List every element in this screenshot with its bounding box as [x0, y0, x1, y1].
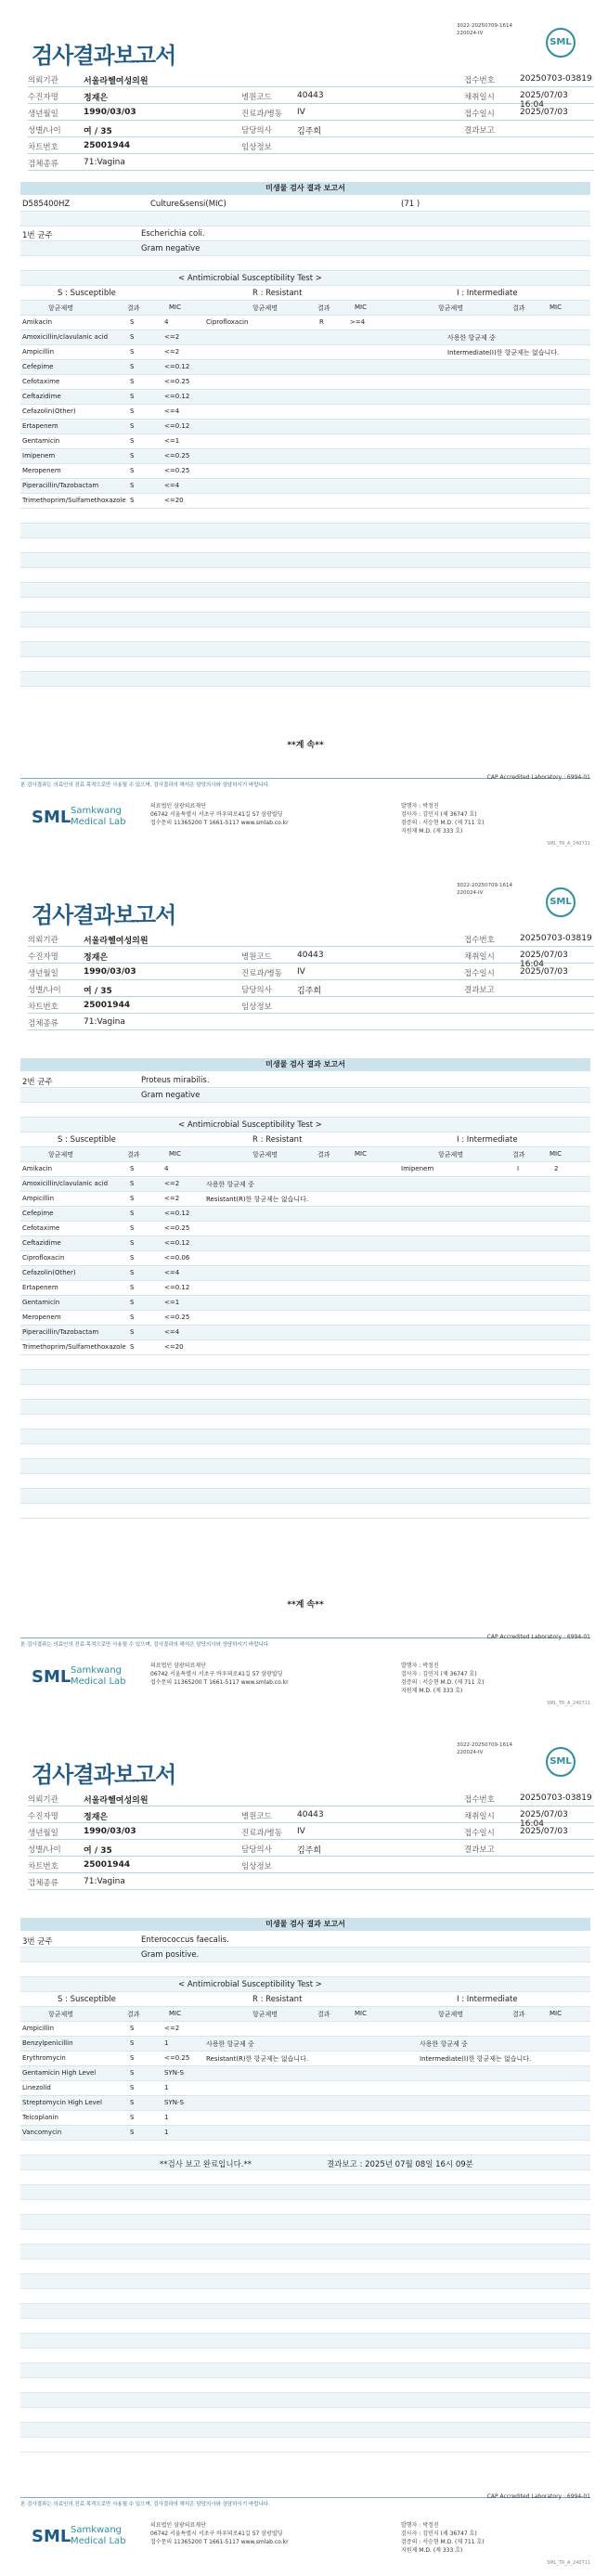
- row-d: Cefepime: [22, 363, 54, 370]
- row-m: <=0.12: [164, 363, 190, 370]
- row-d: Piperacillin/Tazobactam: [22, 1328, 99, 1336]
- empty-line: [20, 2200, 590, 2215]
- section-title: 미생물 검사 결과 보고서: [20, 182, 590, 195]
- susceptibility-row: [20, 494, 590, 509]
- row-m: <=0.25: [164, 452, 190, 460]
- empty-line: [20, 1415, 590, 1430]
- row-d: Meropenem: [22, 467, 61, 474]
- susceptibility-row: [20, 2111, 590, 2126]
- empty-line: [20, 2274, 590, 2289]
- row-r: S: [130, 1254, 135, 1262]
- row-d: Ertapenem: [22, 1284, 58, 1291]
- row-d: Gentamicin: [22, 1299, 60, 1306]
- row-d: Ampicillin: [22, 348, 55, 356]
- row-note: 사용한 항균제 중: [206, 2040, 254, 2048]
- susceptibility-row: [20, 1177, 590, 1192]
- empty-line: [20, 1459, 590, 1474]
- row-r: S: [130, 2039, 135, 2047]
- report-time: 결과보고 : 2025년 07월 08일 16시 09분: [327, 2160, 473, 2169]
- susceptibility-row: [20, 1222, 590, 1236]
- empty-line: [20, 2230, 590, 2245]
- susceptibility-row: [20, 2096, 590, 2111]
- row-d: Trimethoprim/Sulfamethoxazole: [22, 497, 126, 504]
- row-note: Resistant(R)한 항균제는 없습니다.: [206, 1196, 309, 1203]
- susceptibility-row: [20, 2052, 590, 2066]
- row-m: <=0.25: [164, 378, 190, 385]
- empty-line: [20, 2319, 590, 2334]
- sml-logo: SML: [546, 887, 576, 917]
- susceptibility-row: [20, 2081, 590, 2096]
- row-m: <=0.12: [164, 1284, 190, 1291]
- row-m: 1: [164, 2129, 169, 2136]
- row-r: S: [130, 497, 135, 504]
- susceptibility-row: [20, 316, 590, 330]
- susceptibility-row: [20, 2066, 590, 2081]
- empty-line: [20, 1385, 590, 1400]
- row-r: S: [130, 437, 135, 445]
- empty-line: [20, 2289, 590, 2304]
- empty-line: [20, 613, 590, 628]
- row-r: S: [130, 452, 135, 460]
- row-r: S: [130, 318, 135, 326]
- row-r: S: [130, 1195, 135, 1202]
- empty-line: [20, 642, 590, 657]
- empty-line: [20, 583, 590, 598]
- report-page-2: [0, 860, 608, 1714]
- row-r: S: [130, 1269, 135, 1276]
- patient-info: 의뢰기관 서울라헬여성의원 접수번호 20250703-03819 수진자명 정재은 병원코드 40443 채취일시 2025/07/03 16:04 생년월일 1990/03/03 진료과/병동 IV 접수일시 2025/07/03 성별/나이 여 / 35 담당의사 김주희 결과보고 차트번호 25001944 임상정보 검체종류 71:Vagina: [28, 930, 594, 1030]
- row-note: Resistant(R)한 항균제는 없습니다.: [206, 2055, 309, 2063]
- row-r: S: [130, 1239, 135, 1247]
- report-title: 검사결과보고서: [32, 902, 176, 928]
- susceptibility-row: [20, 434, 590, 449]
- row-r: S: [130, 422, 135, 430]
- sml-logo: SML: [546, 1747, 576, 1777]
- row-r: S: [130, 1328, 135, 1336]
- row-m: SYN-S: [164, 2069, 184, 2077]
- row-r: S: [130, 348, 135, 356]
- patient-info: 의뢰기관 서울라헬여성의원 접수번호 20250703-03819 수진자명 정재은 병원코드 40443 채취일시 2025/07/03 16:04 생년월일 1990/03/03 진료과/병동 IV 접수일시 2025/07/03 성별/나이 여 / 35 담당의사 김주희 결과보고 차트번호 25001944 임상정보 검체종류 71:Vagina: [28, 1790, 594, 1890]
- empty-line: [20, 553, 590, 568]
- row-d: Amikacin: [22, 1165, 53, 1172]
- footer: CAP Accredited Laboratory : 6994-01 SML Samkwang Medical Lab 의료법인 삼광의료재단 06742 서울특별시 서초구 바우뫼로41길 57 삼광빌딩 접수문의 11365200 T 1661-5117 www.smlab.co.kr 발행자 : 박정진 검사자 : 김민지 (제 36747 호) 검증의 : 서승현 M.D. (제 711 호) 지원제 M.D. (제 333 호) SML_TR_A_240711: [32, 774, 590, 847]
- row-m: <=2: [164, 348, 180, 356]
- empty-line: [20, 1370, 590, 1385]
- row-m: 1: [164, 2084, 169, 2091]
- row-m: <=2: [164, 1180, 180, 1187]
- susceptibility-row: [20, 479, 590, 494]
- row-d: Vancomycin: [22, 2129, 62, 2136]
- row-d: Gentamicin High Level: [22, 2069, 97, 2077]
- row-m: <=0.12: [164, 422, 190, 430]
- continued-marker: **계 속**: [287, 741, 324, 750]
- empty-line: [20, 524, 590, 538]
- row-d: Erythromycin: [22, 2054, 66, 2062]
- report-title: 검사결과보고서: [32, 1762, 176, 1788]
- empty-line: [20, 2304, 590, 2319]
- row-m: <=20: [164, 1343, 184, 1351]
- row-note: Intermediate(I)한 항균제는 없습니다.: [447, 349, 560, 356]
- report-title: 검사결과보고서: [32, 43, 176, 69]
- susceptibility-row: [20, 449, 590, 464]
- empty-line: [20, 2215, 590, 2230]
- row-d: Benzylpenicillin: [22, 2039, 73, 2047]
- completed-message: **검사 보고 완료입니다.**: [160, 2160, 252, 2169]
- row-r: S: [130, 2099, 135, 2106]
- row-r: S: [130, 378, 135, 385]
- samkwang-logo: SML Samkwang Medical Lab: [32, 1665, 126, 1687]
- row-d: Cefotaxime: [22, 1224, 60, 1232]
- row-r: S: [130, 1180, 135, 1187]
- row-d: Meropenem: [22, 1314, 61, 1321]
- row-r: S: [130, 1314, 135, 1321]
- empty-line: [20, 2393, 590, 2408]
- row-r: S: [130, 1343, 135, 1351]
- empty-line: [20, 2423, 590, 2438]
- empty-line: [20, 2259, 590, 2274]
- row-r: S: [130, 2025, 135, 2032]
- empty-line: [20, 2185, 590, 2200]
- empty-line: [20, 2334, 590, 2349]
- patient-info: 의뢰기관 서울라헬여성의원 접수번호 20250703-03819 수진자명 정재은 병원코드 40443 채취일시 2025/07/03 16:04 생년월일 1990/03/03 진료과/병동 IV 접수일시 2025/07/03 성별/나이 여 / 35 담당의사 김주희 결과보고 차트번호 25001944 임상정보 검체종류 71:Vagina: [28, 71, 594, 171]
- susceptibility-row: [20, 2126, 590, 2141]
- empty-line: [20, 1444, 590, 1459]
- empty-line: [20, 2438, 590, 2453]
- row-note: 사용한 항균제 중: [447, 334, 496, 342]
- empty-line: [20, 1430, 590, 1444]
- row-m2: 2: [554, 1165, 559, 1172]
- row-d: Ciprofloxacin: [22, 1254, 65, 1262]
- row-r: S: [130, 333, 135, 341]
- row-r: S: [130, 1165, 135, 1172]
- row-r: S: [130, 2069, 135, 2077]
- row-m: <=4: [164, 408, 180, 415]
- susceptibility-row: [20, 1192, 590, 1207]
- row-d: Cefepime: [22, 1210, 54, 1217]
- row-d: Cefazolin(Other): [22, 1269, 76, 1276]
- row-d: Ampicillin: [22, 2025, 55, 2032]
- section-title: 미생물 검사 결과 보고서: [20, 1918, 590, 1931]
- footer: CAP Accredited Laboratory : 6994-01 SML Samkwang Medical Lab 의료법인 삼광의료재단 06742 서울특별시 서초구 바우뫼로41길 57 삼광빌딩 접수문의 11365200 T 1661-5117 www.smlab.co.kr 발행자 : 박정진 검사자 : 김민지 (제 36747 호) 검증의 : 서승현 M.D. (제 711 호) 지원제 M.D. (제 333 호) SML_TR_A_240711: [32, 2493, 590, 2566]
- row-m: <=0.25: [164, 1314, 190, 1321]
- row-d: Ceftazidime: [22, 1239, 61, 1247]
- row-r2: R: [319, 318, 324, 326]
- samkwang-logo: SML Samkwang Medical Lab: [32, 2525, 126, 2546]
- row-m: <=0.12: [164, 393, 190, 400]
- row-m: <=2: [164, 2025, 180, 2032]
- susceptibility-row: [20, 1296, 590, 1311]
- row-d: Imipenem: [22, 452, 56, 460]
- row-m: 1: [164, 2039, 169, 2047]
- susceptibility-row: [20, 1326, 590, 1340]
- row-d2: Ciprofloxacin: [206, 318, 249, 326]
- report-code: 3022-20250709-1614 220024-IV: [457, 23, 512, 36]
- empty-line: [20, 628, 590, 642]
- row-m: <=1: [164, 437, 180, 445]
- row-d: Amikacin: [22, 318, 53, 326]
- empty-line: [20, 509, 590, 524]
- report-page-3: [0, 1719, 608, 2573]
- row-d: Ampicillin: [22, 1195, 55, 1202]
- row-m: 4: [164, 1165, 169, 1172]
- susceptibility-row: [20, 1340, 590, 1355]
- susceptibility-row: [20, 1162, 590, 1177]
- row-r: S: [130, 408, 135, 415]
- row-r: S: [130, 1224, 135, 1232]
- row-d: Amoxicillin/clavulanic acid: [22, 1180, 109, 1187]
- row-m: <=1: [164, 1299, 180, 1306]
- empty-line: [20, 1400, 590, 1415]
- footer: CAP Accredited Laboratory : 6994-01 SML Samkwang Medical Lab 의료법인 삼광의료재단 06742 서울특별시 서초구 바우뫼로41길 57 삼광빌딩 접수문의 11365200 T 1661-5117 www.smlab.co.kr 발행자 : 박정진 검사자 : 김민지 (제 36747 호) 검증의 : 서승현 M.D. (제 711 호) 지원제 M.D. (제 333 호) SML_TR_A_240711: [32, 1634, 590, 1706]
- row-m: <=2: [164, 1195, 180, 1202]
- susceptibility-row: [20, 390, 590, 405]
- row-m: <=4: [164, 482, 180, 489]
- result-lines: 3번 균주 Enterococcus faecalis. Gram positive. < Antimicrobial Susceptibility Test > S : Susceptible R : Resistant I : Intermediate 항균제명 결과 MIC 항균제명 결과 MIC 항균제명 결과 MIC Ampicillin S <=2 Benzylpenicillin S 1 사용한 항균제 중 사용한 항균제 중 Erythromycin S <=0.25 Resistant(R)한 항균제는 없습니다. Intermediate(I)한 항균제는 없습니다. Gentamicin High Level S SYN-S Linezolid S 1 Streptomycin High Level S SYN-S Teicoplanin S 1 Vancomycin S 1 **검사 보고 완료입니다.** 결과보고 : 2025년 07월 08일 16시 09분: [20, 1933, 590, 2453]
- row-r2: I: [517, 1165, 520, 1172]
- row-m: <=4: [164, 1328, 180, 1336]
- empty-line: [20, 1489, 590, 1504]
- row-note2: 사용한 항균제 중: [420, 2040, 468, 2048]
- sml-logo: SML: [546, 28, 576, 58]
- row-m2: >=4: [350, 318, 366, 326]
- empty-line: [20, 2378, 590, 2393]
- row-d: Teicoplanin: [22, 2114, 58, 2121]
- empty-line: [20, 1355, 590, 1370]
- row-d2: Imipenem: [401, 1165, 434, 1172]
- empty-line: [20, 1504, 590, 1519]
- empty-line: [20, 598, 590, 613]
- susceptibility-row: [20, 464, 590, 479]
- footer-notice: 본 검사결과는 의료인의 진료 목적으로만 사용될 수 있으며, 검사결과의 해석은 담당의사와 상담하시기 바랍니다.: [20, 778, 590, 788]
- row-m: <=0.12: [164, 1210, 190, 1217]
- row-r: S: [130, 1210, 135, 1217]
- row-m: <=2: [164, 333, 180, 341]
- row-d: Cefazolin(Other): [22, 408, 76, 415]
- susceptibility-row: [20, 360, 590, 375]
- row-m: <=0.25: [164, 467, 190, 474]
- row-r: S: [130, 393, 135, 400]
- empty-line: [20, 657, 590, 672]
- continued-marker: **계 속**: [287, 1600, 324, 1610]
- empty-line: [20, 2408, 590, 2423]
- row-r: S: [130, 467, 135, 474]
- row-d: Amoxicillin/clavulanic acid: [22, 333, 109, 341]
- row-note2: Intermediate(I)한 항균제는 없습니다.: [420, 2055, 532, 2063]
- samkwang-logo: SML Samkwang Medical Lab: [32, 806, 126, 827]
- row-m: 1: [164, 2114, 169, 2121]
- row-m: SYN-S: [164, 2099, 184, 2106]
- footer-notice: 본 검사결과는 의료인의 진료 목적으로만 사용될 수 있으며, 검사결과의 해석은 담당의사와 상담하시기 바랍니다.: [20, 1638, 590, 1648]
- susceptibility-row: [20, 2022, 590, 2037]
- susceptibility-row: [20, 1311, 590, 1326]
- empty-line: [20, 568, 590, 583]
- row-note: 사용한 항균제 중: [206, 1181, 254, 1188]
- row-d: Streptomycin High Level: [22, 2099, 102, 2106]
- susceptibility-row: [20, 1266, 590, 1281]
- susceptibility-row: [20, 1236, 590, 1251]
- susceptibility-row: [20, 375, 590, 390]
- susceptibility-row: [20, 2037, 590, 2052]
- susceptibility-row: [20, 405, 590, 420]
- row-m: <=0.12: [164, 1239, 190, 1247]
- result-lines: 2번 균주 Proteus mirabilis. Gram negative < Antimicrobial Susceptibility Test > S : Susceptible R : Resistant I : Intermediate 항균제명 결과 MIC 항균제명 결과 MIC 항균제명 결과 MIC Amikacin S 4 Imipenem I 2 Amoxicillin/clavulanic acid S <=2 사용한 항균제 중 Ampicillin S <=2 Resistant(R)한 항균제는 없습니다. Cefepime S <=0.12 Cefotaxime S <=0.25 Ceftazidime S <=0.12 Ciprofloxacin S <=0.06 Cefazolin(Other) S <=4 Ertapenem S <=0.12 Gentamicin S <=1 Meropenem S <=0.25 Piperacillin/Tazobactam S <=4 Trimethoprim/Sulfamethoxazole S <=20: [20, 1073, 590, 1519]
- row-m: <=0.25: [164, 2054, 190, 2062]
- row-m: <=20: [164, 497, 184, 504]
- row-m: 4: [164, 318, 169, 326]
- empty-line: [20, 538, 590, 553]
- empty-line: [20, 2170, 590, 2185]
- row-r: S: [130, 2129, 135, 2136]
- row-r: S: [130, 2084, 135, 2091]
- empty-line: [20, 2349, 590, 2363]
- row-d: Cefotaxime: [22, 378, 60, 385]
- row-r: S: [130, 2054, 135, 2062]
- empty-line: [20, 2245, 590, 2259]
- row-r: S: [130, 363, 135, 370]
- row-d: Trimethoprim/Sulfamethoxazole: [22, 1343, 126, 1351]
- row-r: S: [130, 482, 135, 489]
- report-page-1: [0, 0, 608, 854]
- row-d: Piperacillin/Tazobactam: [22, 482, 99, 489]
- row-d: Gentamicin: [22, 437, 60, 445]
- footer-notice: 본 검사결과는 의료인의 진료 목적으로만 사용될 수 있으며, 검사결과의 해석은 담당의사와 상담하시기 바랍니다.: [20, 2497, 590, 2507]
- empty-line: [20, 2363, 590, 2378]
- result-lines: D585400HZ Culture&sensi(MIC) (71 ) 1번 균주 Escherichia coli. Gram negative < Antimicrobial Susceptibility Test > S : Susceptible R : Resistant I : Intermediate 항균제명 결과 MIC 항균제명 결과 MIC 항균제명 결과 MIC Amikacin S 4 Ciprofloxacin R >=4 Amoxicillin/clavulanic acid S <=2 사용한 항균제 중 Ampicillin S <=2 Intermediate(I)한 항균제는 없습니다. Cefepime S <=0.12 Cefotaxime S <=0.25 Ceftazidime S <=0.12 Cefazolin(Other) S <=4 Ertapenem S <=0.12 Gentamicin S <=1 Imipenem S <=0.25 Meropenem S <=0.25 Piperacillin/Tazobactam S <=4 Trimethoprim/Sulfamethoxazole S <=20: [20, 197, 590, 687]
- susceptibility-row: [20, 1207, 590, 1222]
- row-d: Ceftazidime: [22, 393, 61, 400]
- susceptibility-row: [20, 1281, 590, 1296]
- row-r: S: [130, 2114, 135, 2121]
- row-m: <=0.25: [164, 1224, 190, 1232]
- susceptibility-row: [20, 330, 590, 345]
- row-r: S: [130, 1284, 135, 1291]
- row-d: Linezolid: [22, 2084, 51, 2091]
- row-r: S: [130, 1299, 135, 1306]
- section-title: 미생물 검사 결과 보고서: [20, 1058, 590, 1071]
- row-m: <=4: [164, 1269, 180, 1276]
- susceptibility-row: [20, 345, 590, 360]
- susceptibility-row: [20, 420, 590, 434]
- row-d: Ertapenem: [22, 422, 58, 430]
- report-code: 3022-20250709-1614 220024-IV: [457, 883, 512, 896]
- report-code: 3022-20250709-1614 220024-IV: [457, 1742, 512, 1755]
- empty-line: [20, 1474, 590, 1489]
- empty-line: [20, 672, 590, 687]
- susceptibility-row: [20, 1251, 590, 1266]
- row-m: <=0.06: [164, 1254, 190, 1262]
